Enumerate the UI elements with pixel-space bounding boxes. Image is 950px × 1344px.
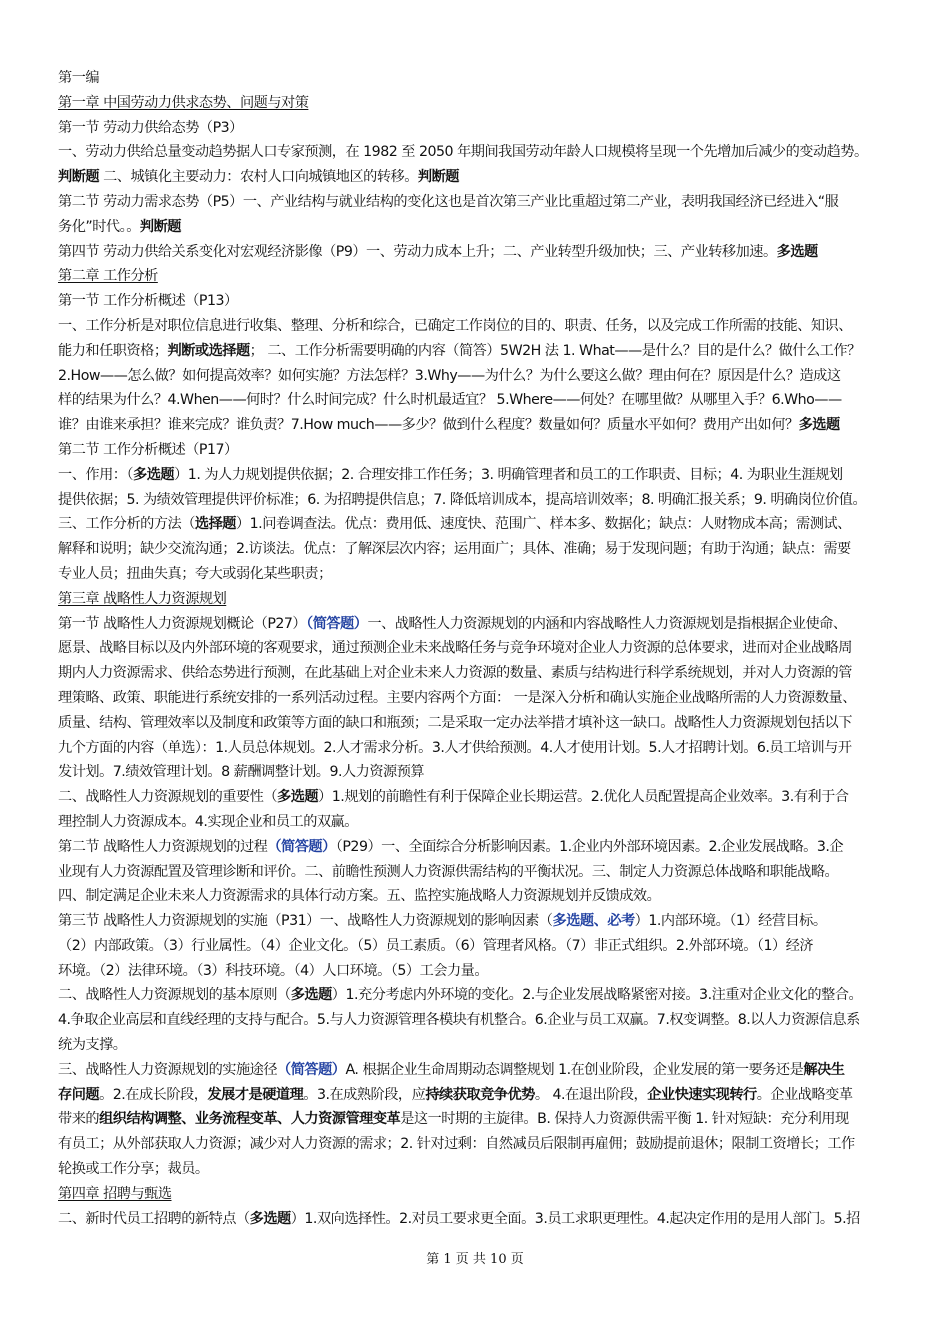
text-line (58, 934, 898, 959)
emphasis-text: 存问题 (58, 1086, 100, 1103)
text-line (58, 1132, 898, 1157)
text-run: 愿景、战略目标以及内外部环境的客观要求，通过预测企业未来战略任务与竞争环境对企业人力资源的总体要求，进而对企业战略周 (58, 640, 852, 657)
text-run: 第四节 劳动力供给关系变化对宏观经济影像（P9）一、劳动力成本上升；二、产业转型升级加快；三、产业转移加速。 (58, 243, 777, 260)
text-run: 第一节 劳动力供给态势（P3） (58, 119, 243, 136)
text-line (58, 190, 898, 215)
question-type-label: （简答题） (306, 615, 368, 632)
text-line (58, 983, 898, 1008)
text-line (58, 661, 898, 686)
text-run: 第三节 战略性人力资源规划的实施（P31）一、战略性人力资源规划的影响因素（ (58, 913, 553, 930)
text-run: 第二节 战略性人力资源规划的过程 (58, 838, 268, 855)
text-run: 发计划。7.绩效管理计划。8 薪酬调整计划。9.人力资源预算 (58, 764, 425, 781)
text-run: 专业人员；扭曲失真；夸大或弱化某些职责； (58, 565, 332, 582)
emphasis-text: 多选题 (133, 466, 175, 483)
text-line (58, 66, 898, 91)
text-line (58, 736, 898, 761)
text-line (58, 438, 898, 463)
emphasis-text: 判断题 (139, 218, 181, 235)
text-line (58, 1207, 898, 1232)
text-run: 三、工作分析的方法（ (58, 516, 195, 533)
text-line (58, 537, 898, 562)
text-line (58, 165, 898, 190)
text-run: 一、战略性人力资源规划的内涵和内容战略性人力资源规划是指根据企业使命、 (367, 615, 847, 632)
text-run: ）1. 为人力规划提供依据；2. 合理安排工作任务；3. 明确管理者和员工的工作职责、目标；4. 为职业生涯规划 (174, 466, 843, 483)
question-type-label: 多选题、必考 (552, 913, 635, 930)
text-run: 理控制人力资源成本。4.实现企业和员工的双赢。 (58, 813, 358, 830)
text-run: 第一编 (58, 70, 100, 86)
emphasis-text: 判断题 (58, 169, 100, 186)
text-run: ； 二、工作分析需要明确的内容（简答）5W2H 法 1. What——是什么？目的是什么？做什么工作？ (249, 342, 861, 359)
text-line (58, 289, 898, 314)
text-run: 第一节 工作分析概述（P13） (58, 293, 238, 310)
text-run: 2.How——怎么做？如何提高效率？如何实施？方法怎样？3.Why——为什么？为什么要这么做？理由何在？原因是什么？造成这 (58, 367, 841, 384)
question-type-label: （简答题） (277, 1061, 346, 1078)
emphasis-text: 判断题 (417, 169, 459, 186)
text-run: 二、城镇化主要动力：农村人口向城镇地区的转移。 (99, 169, 418, 186)
text-run: A. 根据企业生命周期动态调整规划 1.在创业阶段，企业发展的第一要务还是 (345, 1061, 804, 1078)
text-run: 是这一时期的主旋律。B. 保持人力资源供需平衡 1. 针对短缺：充分利用现 (400, 1111, 849, 1128)
text-run: （P29）一、全面综合分析影响因素。1.企业内外部环境因素。2.企业发展战略。3.企 (335, 838, 844, 855)
text-run: 二、战略性人力资源规划的基本原则（ (58, 987, 291, 1004)
text-line (58, 512, 898, 537)
text-line (58, 636, 898, 661)
text-line (58, 1008, 898, 1033)
text-line (58, 413, 898, 438)
emphasis-text: 组织结构调整、业务流程变革、人力资源管理变革 (99, 1111, 401, 1128)
text-line (58, 264, 898, 289)
page-footer: 第 1 页 共 10 页 (426, 1252, 524, 1267)
emphasis-text: 解决生 (803, 1061, 845, 1078)
text-run: 。 4.在退出阶段， (534, 1086, 648, 1103)
text-line (58, 215, 898, 240)
text-line (58, 785, 898, 810)
text-line (58, 1058, 898, 1083)
text-line (58, 364, 898, 389)
text-run: （2）内部政策。（3）行业属性。（4）企业文化。（5）员工素质。（6）管理者风格。（7）非正式组织。2.外部环境。（1）经济 (58, 937, 814, 954)
section-heading: 第四章 招聘与甄选 (58, 1185, 172, 1202)
text-line (58, 612, 898, 637)
text-run: 带来的 (58, 1111, 100, 1128)
text-run: 能力和任职资格； (58, 342, 168, 359)
text-run: 解释和说明；缺少交流沟通；2.访谈法。优点：了解深层次内容；运用面广；具体、准确；易于发现问题；有助于沟通；缺点：需要 (58, 541, 851, 558)
emphasis-text: 多选题 (798, 417, 840, 434)
text-line (58, 1107, 898, 1132)
text-line (58, 388, 898, 413)
emphasis-text: 选择题 (194, 516, 236, 533)
text-line (58, 959, 898, 984)
emphasis-text: 判断或选择题 (167, 342, 250, 359)
text-run: 。2.在成长阶段， (99, 1086, 208, 1103)
text-run: 第一节 战略性人力资源规划概论（P27） (58, 615, 307, 632)
text-run: 期内人力资源需求、供给态势进行预测，在此基础上对企业未来人力资源的数量、素质与结构进行科学系统规划，并对人力资源的管 (58, 665, 852, 682)
text-run: 有员工；从外部获取人力资源；减少对人力资源的需求；2. 针对过剩：自然减员后限制再雇佣；鼓励提前退休；限制工资增长；工作 (58, 1136, 855, 1153)
text-line (58, 140, 898, 165)
text-line (58, 711, 898, 736)
text-line (58, 1083, 898, 1108)
text-run: 。企业战略变革 (756, 1086, 853, 1103)
text-line (58, 760, 898, 785)
text-line (58, 860, 898, 885)
text-run: 样的结果为什么？4.When——何时？什么时间完成？什么时机最适宜？ 5.Where——何处？在哪里做？从哪里入手？6.Who—— (58, 392, 842, 409)
text-run: 4.争取企业高层和直线经理的支持与配合。5.与人力资源管理各模块有机整合。6.企业与员工双赢。7.权变调整。8.以人力资源信息系 (58, 1012, 860, 1029)
text-run: ）1.内部环境。（1）经营目标。 (634, 913, 827, 930)
text-line (58, 339, 898, 364)
text-run: ）1.充分考虑内外环境的变化。2.与企业发展战略紧密对接。3.注重对企业文化的整合。 (331, 987, 863, 1004)
text-line (58, 314, 898, 339)
emphasis-text: 多选题 (277, 789, 319, 806)
emphasis-text: 企业快速实现转行 (647, 1086, 757, 1103)
section-heading: 第三章 战略性人力资源规划 (58, 590, 227, 607)
text-run: 一、工作分析是对职位信息进行收集、整理、分析和综合，已确定工作岗位的目的、职责、任务，以及完成工作所需的技能、知识、 (58, 317, 852, 334)
text-run: 业现有人力资源配置及管理诊断和评价。二、前瞻性预测人力资源供需结构的平衡状况。三、制定人力资源总体战略和职能战略。 (58, 863, 839, 880)
text-line (58, 1157, 898, 1182)
text-run: 二、新时代员工招聘的新特点（ (58, 1210, 250, 1227)
text-run: ）1.问卷调查法。优点：费用低、速度快、范围广、样本多、数据化；缺点：人财物成本高；需测试、 (235, 516, 851, 533)
text-line (58, 91, 898, 116)
question-type-label: （简答题） (267, 838, 336, 855)
text-line (58, 884, 898, 909)
text-line (58, 562, 898, 587)
text-line (58, 488, 898, 513)
text-run: ）1.双向选择性。2.对员工要求更全面。3.员工求职更理性。4.起决定作用的是用人部门。5.招 (290, 1210, 860, 1227)
text-run: 轮换或工作分享；裁员。 (58, 1161, 209, 1178)
text-line (58, 835, 898, 860)
emphasis-text: 发展才是硬道理 (207, 1086, 304, 1103)
text-run: 环境。（2）法律环境。（3）科技环境。（4）人口环境。（5）工会力量。 (58, 962, 489, 979)
document-body (58, 66, 898, 1231)
text-run: 三、战略性人力资源规划的实施途径 (58, 1061, 278, 1078)
section-heading: 第一章 中国劳动力供求态势、问题与对策 (58, 94, 309, 111)
text-line (58, 587, 898, 612)
text-run: 一、劳动力供给总量变动趋势据人口专家预测，在 1982 至 2050 年期间我国劳动年龄人口规模将呈现一个先增加后减少的变动趋势。 (58, 144, 868, 161)
text-line (58, 1033, 898, 1058)
text-run: 谁？由谁来承担？谁来完成？谁负责？7.How much——多少？做到什么程度？数量如何？质量水平如何？费用产出如何？ (58, 417, 799, 434)
emphasis-text: 多选题 (776, 243, 818, 260)
text-run: 四、制定满足企业未来人力资源需求的具体行动方案。五、监控实施战略人力资源规划并反馈成效。 (58, 888, 661, 905)
text-line (58, 463, 898, 488)
emphasis-text: 多选题 (290, 987, 332, 1004)
text-run: 务化”时代。。 (58, 218, 140, 235)
text-run: 第二节 工作分析概述（P17） (58, 441, 238, 458)
text-run: 统为支撑。 (58, 1037, 127, 1054)
text-run: 质量、结构、管理效率以及制度和政策等方面的缺口和瓶颈；二是采取一定办法举措才填补这一缺口。战略性人力资源规划包括以下 (58, 714, 852, 731)
text-line (58, 686, 898, 711)
text-run: ）1.规划的前瞻性有利于保障企业长期运营。2.优化人员配置提高企业效率。3.有利于合 (318, 789, 849, 806)
emphasis-text: 持续获取竞争优势 (425, 1086, 535, 1103)
text-line (58, 1182, 898, 1207)
section-heading: 第二章 工作分析 (58, 268, 158, 285)
text-line (58, 116, 898, 141)
text-run: 二、战略性人力资源规划的重要性（ (58, 789, 278, 806)
text-run: 提供依据；5. 为绩效管理提供评价标准；6. 为招聘提供信息；7. 降低培训成本，提高培训效率；8. 明确汇报关系；9. 明确岗位价值。 (58, 491, 867, 508)
text-line (58, 909, 898, 934)
text-run: 理策略、政策、职能进行系统安排的一系列活动过程。主要内容两个方面： 一是深入分析和确认实施企业战略所需的人力资源数量、 (58, 689, 856, 706)
text-line (58, 810, 898, 835)
emphasis-text: 多选题 (249, 1210, 291, 1227)
text-run: 九个方面的内容（单选）：1.人员总体规划。2.人才需求分析。3.人才供给预测。4.人才使用计划。5.人才招聘计划。6.员工培训与开 (58, 739, 852, 756)
text-run: 一、作用：（ (58, 466, 134, 483)
text-run: 第二节 劳动力需求态势（P5）一、产业结构与就业结构的变化这也是首次第三产业比重超过第二产业，表明我国经济已经进入“服 (58, 193, 839, 210)
text-run: 。3.在成熟阶段，应 (303, 1086, 426, 1103)
text-line (58, 240, 898, 265)
